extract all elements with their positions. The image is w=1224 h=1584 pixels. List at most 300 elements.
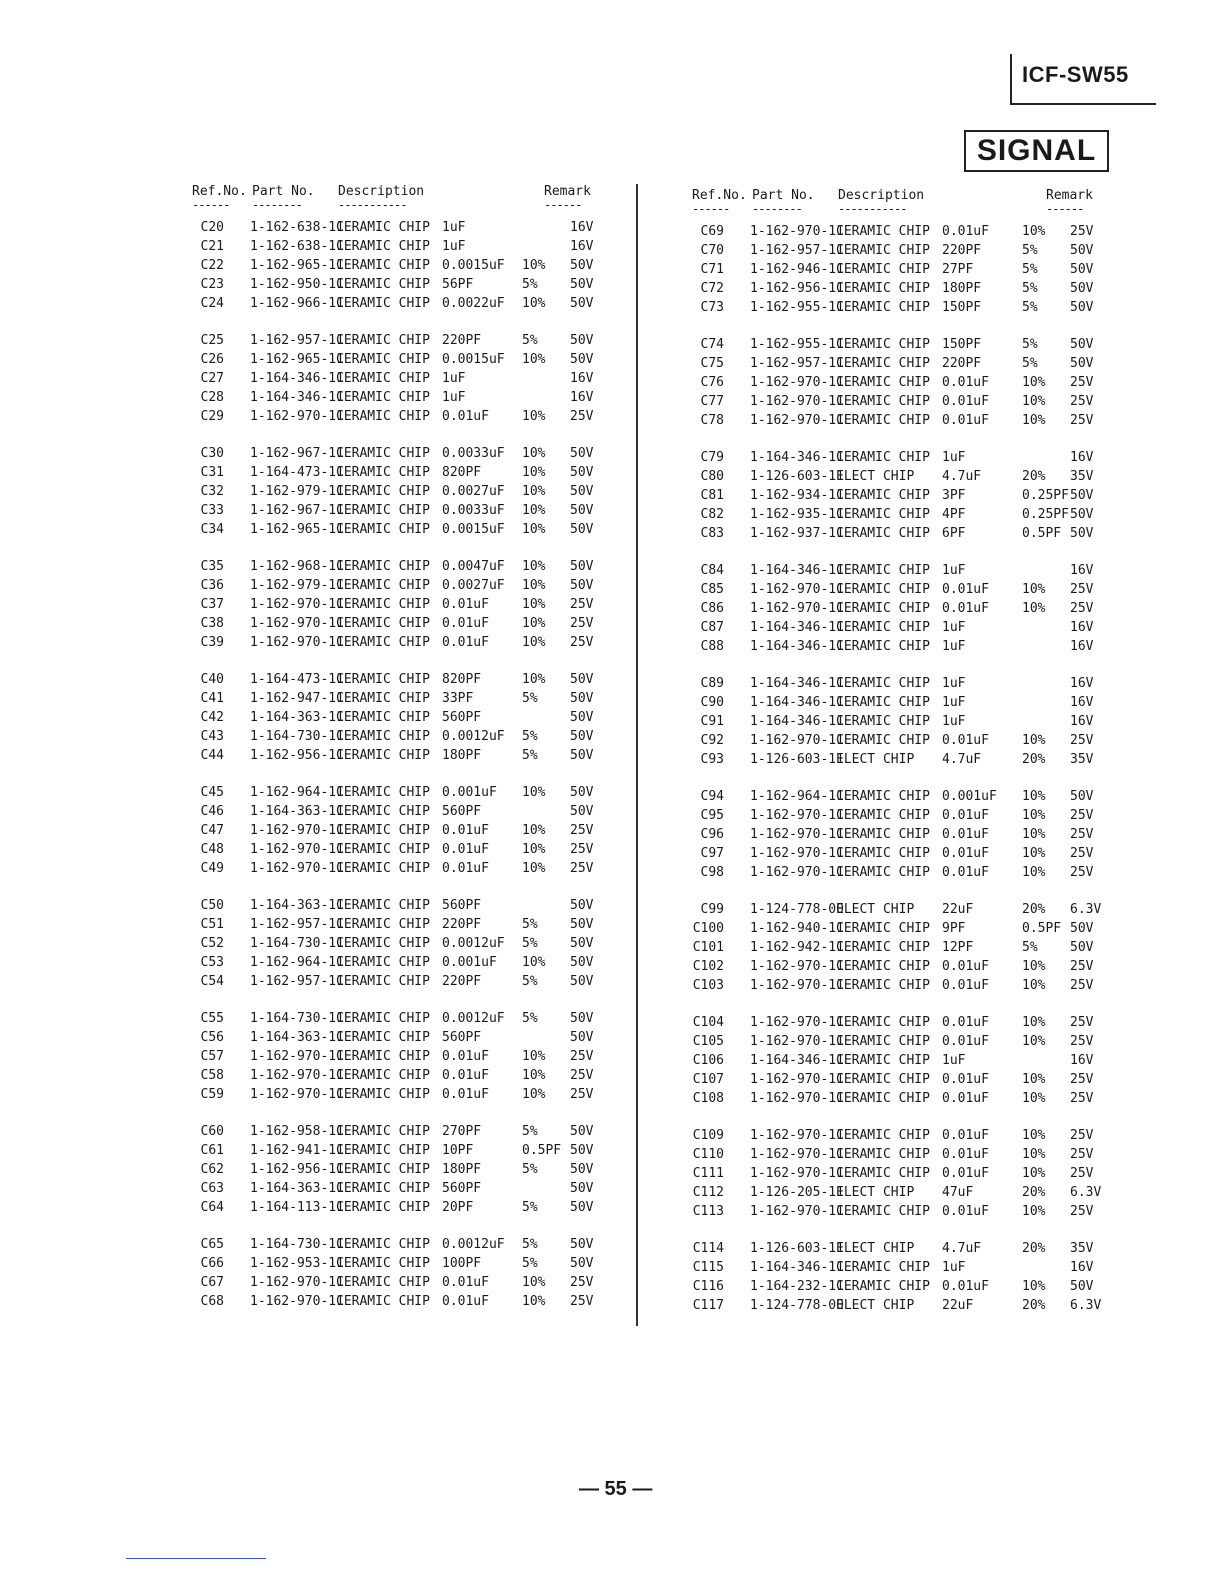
tolerance: 5% — [522, 1256, 538, 1271]
part-no: 1-162-957-11 — [250, 974, 344, 989]
tolerance: 10% — [522, 597, 546, 612]
description: CERAMIC CHIP — [336, 465, 430, 480]
description: ELECT CHIP — [836, 902, 915, 917]
value: 560PF — [442, 804, 482, 819]
tolerance: 10% — [1022, 1147, 1046, 1162]
tolerance: 5% — [1022, 243, 1038, 258]
value: 1uF — [442, 220, 466, 235]
part-no: 1-162-638-11 — [250, 220, 344, 235]
ref-no: C49 — [200, 861, 224, 876]
voltage: 25V — [1070, 733, 1094, 748]
table-row — [190, 729, 640, 748]
table-row — [190, 220, 640, 239]
voltage: 50V — [1070, 1279, 1094, 1294]
table-row — [190, 672, 640, 691]
description: CERAMIC CHIP — [336, 1237, 430, 1252]
ref-no: C22 — [200, 258, 224, 273]
tolerance: 10% — [1022, 601, 1046, 616]
ref-no: C74 — [700, 337, 724, 352]
value: 560PF — [442, 898, 482, 913]
tolerance: 10% — [1022, 394, 1046, 409]
value: 0.01uF — [442, 1294, 489, 1309]
description: CERAMIC CHIP — [336, 1294, 430, 1309]
voltage: 25V — [570, 1068, 594, 1083]
part-no: 1-162-970-11 — [250, 1294, 344, 1309]
row-group — [190, 220, 640, 315]
part-no: 1-162-970-11 — [750, 865, 844, 880]
value: 0.0022uF — [442, 296, 505, 311]
value: 27PF — [942, 262, 974, 277]
ref-no: C108 — [692, 1091, 724, 1106]
part-no: 1-162-964-11 — [250, 955, 344, 970]
voltage: 50V — [570, 1162, 594, 1177]
part-no: 1-162-970-11 — [250, 635, 344, 650]
voltage: 25V — [1070, 582, 1094, 597]
part-no: 1-162-964-11 — [250, 785, 344, 800]
ref-no: C55 — [200, 1011, 224, 1026]
tolerance: 5% — [522, 333, 538, 348]
tolerance: 10% — [522, 409, 546, 424]
description: CERAMIC CHIP — [336, 861, 430, 876]
tolerance: 5% — [522, 748, 538, 763]
ref-no: C109 — [692, 1128, 724, 1143]
ref-no: C113 — [692, 1204, 724, 1219]
table-row — [190, 691, 640, 710]
ref-no: C27 — [200, 371, 224, 386]
part-no: 1-164-730-11 — [250, 1011, 344, 1026]
ref-no: C38 — [200, 616, 224, 631]
table-row — [190, 597, 640, 616]
tolerance: 20% — [1022, 752, 1046, 767]
value: 4.7uF — [942, 469, 982, 484]
value: 0.01uF — [942, 1034, 989, 1049]
table-row — [690, 1260, 1140, 1279]
table-row — [190, 616, 640, 635]
table-header — [690, 186, 1140, 224]
value: 180PF — [942, 281, 982, 296]
description: CERAMIC CHIP — [336, 823, 430, 838]
voltage: 25V — [1070, 1091, 1094, 1106]
value: 0.01uF — [942, 394, 989, 409]
table-row — [190, 1049, 640, 1068]
ref-no: C23 — [200, 277, 224, 292]
column-divider — [636, 184, 638, 1326]
tolerance: 5% — [1022, 281, 1038, 296]
description: CERAMIC CHIP — [336, 503, 430, 518]
voltage: 50V — [570, 710, 594, 725]
voltage: 25V — [570, 1275, 594, 1290]
table-row — [690, 1053, 1140, 1072]
table-row — [690, 846, 1140, 865]
part-no: 1-164-730-11 — [250, 729, 344, 744]
row-group — [690, 1241, 1140, 1317]
value: 0.01uF — [942, 978, 989, 993]
voltage: 50V — [570, 917, 594, 932]
table-row — [190, 559, 640, 578]
voltage: 50V — [570, 1011, 594, 1026]
part-no: 1-162-968-11 — [250, 559, 344, 574]
tolerance: 0.5PF — [522, 1143, 562, 1158]
table-row — [190, 277, 640, 296]
tolerance: 0.25PF — [1022, 507, 1069, 522]
table-row — [690, 281, 1140, 300]
value: 4.7uF — [942, 752, 982, 767]
description: CERAMIC CHIP — [836, 1166, 930, 1181]
tolerance: 10% — [522, 484, 546, 499]
voltage: 50V — [570, 729, 594, 744]
voltage: 16V — [1070, 695, 1094, 710]
value: 0.01uF — [942, 846, 989, 861]
table-row — [690, 1166, 1140, 1185]
voltage: 25V — [570, 1049, 594, 1064]
tolerance: 5% — [522, 936, 538, 951]
voltage: 50V — [570, 936, 594, 951]
header-ref: Ref.No. — [692, 188, 747, 203]
part-no: 1-162-934-11 — [750, 488, 844, 503]
table-row — [190, 352, 640, 371]
part-no: 1-162-970-11 — [250, 1068, 344, 1083]
header-desc: Description — [338, 184, 425, 199]
tolerance: 10% — [1022, 1015, 1046, 1030]
table-row — [690, 1072, 1140, 1091]
part-no: 1-164-730-11 — [250, 1237, 344, 1252]
description: CERAMIC CHIP — [336, 672, 430, 687]
tolerance: 10% — [522, 465, 546, 480]
ref-no: C61 — [200, 1143, 224, 1158]
value: 0.01uF — [942, 1091, 989, 1106]
row-group — [690, 563, 1140, 658]
ref-no: C63 — [200, 1181, 224, 1196]
description: CERAMIC CHIP — [336, 446, 430, 461]
ref-no: C46 — [200, 804, 224, 819]
part-no: 1-162-970-11 — [750, 1128, 844, 1143]
voltage: 35V — [1070, 752, 1094, 767]
part-no: 1-162-970-11 — [750, 733, 844, 748]
voltage: 16V — [1070, 563, 1094, 578]
value: 0.01uF — [942, 1015, 989, 1030]
ref-no: C47 — [200, 823, 224, 838]
tolerance: 5% — [522, 277, 538, 292]
header-remark: Remark — [544, 184, 591, 199]
value: 0.0027uF — [442, 484, 505, 499]
part-no: 1-164-346-11 — [750, 1053, 844, 1068]
voltage: 16V — [570, 371, 594, 386]
part-no: 1-124-778-00 — [750, 1298, 844, 1313]
ref-no: C39 — [200, 635, 224, 650]
voltage: 50V — [570, 1030, 594, 1045]
description: CERAMIC CHIP — [836, 224, 930, 239]
ref-no: C44 — [200, 748, 224, 763]
ref-no: C83 — [700, 526, 724, 541]
ref-no: C85 — [700, 582, 724, 597]
part-no: 1-162-970-11 — [750, 1015, 844, 1030]
value: 0.01uF — [442, 823, 489, 838]
table-row — [690, 921, 1140, 940]
part-no: 1-162-955-11 — [750, 337, 844, 352]
ref-no: C50 — [200, 898, 224, 913]
table-row — [690, 1279, 1140, 1298]
value: 0.01uF — [442, 616, 489, 631]
ref-no: C92 — [700, 733, 724, 748]
tolerance: 10% — [522, 296, 546, 311]
value: 0.01uF — [442, 409, 489, 424]
ref-no: C90 — [700, 695, 724, 710]
tolerance: 10% — [1022, 978, 1046, 993]
row-group — [190, 898, 640, 993]
description: CERAMIC CHIP — [836, 394, 930, 409]
ref-no: C101 — [692, 940, 724, 955]
table-row — [690, 752, 1140, 771]
part-no: 1-162-964-11 — [750, 789, 844, 804]
table-row — [190, 1162, 640, 1181]
description: CERAMIC CHIP — [836, 375, 930, 390]
tolerance: 10% — [522, 1275, 546, 1290]
voltage: 50V — [1070, 488, 1094, 503]
part-no: 1-164-346-11 — [250, 390, 344, 405]
part-no: 1-162-940-11 — [750, 921, 844, 936]
tolerance: 10% — [522, 842, 546, 857]
tolerance: 10% — [1022, 808, 1046, 823]
part-no: 1-162-970-11 — [750, 1147, 844, 1162]
description: CERAMIC CHIP — [336, 220, 430, 235]
description: CERAMIC CHIP — [336, 710, 430, 725]
ref-no: C105 — [692, 1034, 724, 1049]
table-row — [190, 296, 640, 315]
voltage: 50V — [1070, 789, 1094, 804]
tolerance: 5% — [522, 1237, 538, 1252]
part-no: 1-162-967-11 — [250, 446, 344, 461]
table-row — [690, 469, 1140, 488]
description: CERAMIC CHIP — [836, 300, 930, 315]
part-no: 1-164-363-11 — [250, 710, 344, 725]
value: 0.01uF — [442, 635, 489, 650]
part-no: 1-162-956-11 — [250, 1162, 344, 1177]
table-row — [190, 955, 640, 974]
part-no: 1-164-346-11 — [250, 371, 344, 386]
ref-no: C41 — [200, 691, 224, 706]
voltage: 25V — [1070, 413, 1094, 428]
description: CERAMIC CHIP — [836, 262, 930, 277]
row-group — [190, 1237, 640, 1313]
ref-no: C72 — [700, 281, 724, 296]
description: CERAMIC CHIP — [336, 804, 430, 819]
ref-no: C115 — [692, 1260, 724, 1275]
ref-no: C99 — [700, 902, 724, 917]
ref-no: C26 — [200, 352, 224, 367]
voltage: 25V — [1070, 375, 1094, 390]
value: 6PF — [942, 526, 966, 541]
header-dash-part: -------- — [752, 202, 802, 216]
ref-no: C87 — [700, 620, 724, 635]
part-no: 1-162-970-11 — [750, 224, 844, 239]
tolerance: 20% — [1022, 1185, 1046, 1200]
voltage: 50V — [570, 465, 594, 480]
description: CERAMIC CHIP — [336, 258, 430, 273]
part-no: 1-162-970-11 — [750, 413, 844, 428]
description: CERAMIC CHIP — [336, 1200, 430, 1215]
part-no: 1-162-970-11 — [750, 846, 844, 861]
part-no: 1-164-346-11 — [750, 639, 844, 654]
ref-no: C59 — [200, 1087, 224, 1102]
voltage: 50V — [570, 1200, 594, 1215]
description: CERAMIC CHIP — [836, 1072, 930, 1087]
table-row — [190, 823, 640, 842]
ref-no: C52 — [200, 936, 224, 951]
ref-no: C53 — [200, 955, 224, 970]
voltage: 25V — [1070, 978, 1094, 993]
description: CERAMIC CHIP — [836, 827, 930, 842]
voltage: 16V — [1070, 676, 1094, 691]
table-header — [190, 182, 640, 220]
table-row — [690, 639, 1140, 658]
description: CERAMIC CHIP — [836, 1260, 930, 1275]
value: 0.01uF — [442, 1275, 489, 1290]
part-no: 1-162-935-11 — [750, 507, 844, 522]
voltage: 50V — [570, 559, 594, 574]
tolerance: 5% — [522, 1200, 538, 1215]
part-no: 1-162-965-11 — [250, 352, 344, 367]
value: 0.01uF — [942, 224, 989, 239]
description: CERAMIC CHIP — [336, 1049, 430, 1064]
table-row — [190, 842, 640, 861]
table-row — [190, 898, 640, 917]
description: CERAMIC CHIP — [836, 789, 930, 804]
value: 220PF — [942, 243, 982, 258]
voltage: 25V — [570, 616, 594, 631]
description: CERAMIC CHIP — [336, 390, 430, 405]
value: 1uF — [442, 239, 466, 254]
table-row — [690, 1298, 1140, 1317]
value: 1uF — [942, 639, 966, 654]
header-dash-desc: ----------- — [838, 202, 907, 216]
value: 0.01uF — [942, 959, 989, 974]
ref-no: C102 — [692, 959, 724, 974]
voltage: 25V — [1070, 808, 1094, 823]
description: CERAMIC CHIP — [836, 1034, 930, 1049]
tolerance: 10% — [522, 823, 546, 838]
voltage: 50V — [570, 1124, 594, 1139]
description: CERAMIC CHIP — [836, 450, 930, 465]
tolerance: 10% — [522, 1294, 546, 1309]
ref-no: C24 — [200, 296, 224, 311]
ref-no: C98 — [700, 865, 724, 880]
value: 220PF — [942, 356, 982, 371]
tolerance: 10% — [1022, 224, 1046, 239]
tolerance: 10% — [1022, 959, 1046, 974]
voltage: 25V — [1070, 827, 1094, 842]
ref-no: C78 — [700, 413, 724, 428]
part-no: 1-162-953-11 — [250, 1256, 344, 1271]
part-no: 1-162-957-11 — [250, 917, 344, 932]
description: CERAMIC CHIP — [836, 808, 930, 823]
table-row — [690, 714, 1140, 733]
row-group — [190, 785, 640, 880]
voltage: 25V — [570, 409, 594, 424]
tolerance: 10% — [522, 785, 546, 800]
ref-no: C96 — [700, 827, 724, 842]
part-no: 1-162-950-11 — [250, 277, 344, 292]
row-group — [690, 1128, 1140, 1223]
row-group — [190, 1124, 640, 1219]
voltage: 25V — [570, 635, 594, 650]
tolerance: 20% — [1022, 469, 1046, 484]
ref-no: C97 — [700, 846, 724, 861]
description: CERAMIC CHIP — [836, 639, 930, 654]
value: 0.0012uF — [442, 1011, 505, 1026]
value: 220PF — [442, 917, 482, 932]
tolerance: 10% — [522, 635, 546, 650]
value: 0.01uF — [942, 1166, 989, 1181]
table-row — [190, 635, 640, 654]
value: 0.01uF — [942, 827, 989, 842]
description: CERAMIC CHIP — [336, 522, 430, 537]
table-row — [690, 507, 1140, 526]
ref-no: C56 — [200, 1030, 224, 1045]
part-no: 1-162-970-11 — [250, 616, 344, 631]
part-no: 1-162-970-11 — [250, 861, 344, 876]
description: CERAMIC CHIP — [836, 243, 930, 258]
part-no: 1-162-979-11 — [250, 578, 344, 593]
voltage: 50V — [570, 748, 594, 763]
description: CERAMIC CHIP — [836, 846, 930, 861]
ref-no: C116 — [692, 1279, 724, 1294]
voltage: 16V — [1070, 639, 1094, 654]
voltage: 50V — [570, 446, 594, 461]
voltage: 25V — [1070, 394, 1094, 409]
row-group — [190, 672, 640, 767]
description: CERAMIC CHIP — [336, 1068, 430, 1083]
tolerance: 20% — [1022, 902, 1046, 917]
table-row — [190, 484, 640, 503]
table-row — [190, 1181, 640, 1200]
description: CERAMIC CHIP — [336, 409, 430, 424]
tolerance: 10% — [1022, 375, 1046, 390]
table-row — [190, 522, 640, 541]
table-row — [690, 733, 1140, 752]
description: CERAMIC CHIP — [836, 526, 930, 541]
section-label: SIGNAL — [964, 130, 1109, 172]
description: CERAMIC CHIP — [836, 413, 930, 428]
ref-no: C111 — [692, 1166, 724, 1181]
voltage: 16V — [1070, 450, 1094, 465]
ref-no: C54 — [200, 974, 224, 989]
description: CERAMIC CHIP — [836, 733, 930, 748]
voltage: 25V — [1070, 959, 1094, 974]
table-row — [190, 785, 640, 804]
value: 10PF — [442, 1143, 474, 1158]
part-no: 1-162-941-11 — [250, 1143, 344, 1158]
description: ELECT CHIP — [836, 1298, 915, 1313]
voltage: 16V — [570, 390, 594, 405]
table-row — [690, 940, 1140, 959]
tolerance: 10% — [1022, 1166, 1046, 1181]
ref-no: C110 — [692, 1147, 724, 1162]
voltage: 25V — [570, 1294, 594, 1309]
model-title: ICF-SW55 — [1022, 62, 1129, 87]
ref-no: C35 — [200, 559, 224, 574]
part-no: 1-164-346-11 — [750, 676, 844, 691]
description: CERAMIC CHIP — [836, 865, 930, 880]
part-no: 1-162-970-11 — [250, 409, 344, 424]
table-row — [690, 959, 1140, 978]
description: CERAMIC CHIP — [336, 917, 430, 932]
header-dash-remark: ------ — [544, 198, 582, 212]
value: 1uF — [942, 695, 966, 710]
tolerance: 10% — [522, 616, 546, 631]
table-row — [190, 974, 640, 993]
description: CERAMIC CHIP — [336, 597, 430, 612]
tolerance: 20% — [1022, 1241, 1046, 1256]
